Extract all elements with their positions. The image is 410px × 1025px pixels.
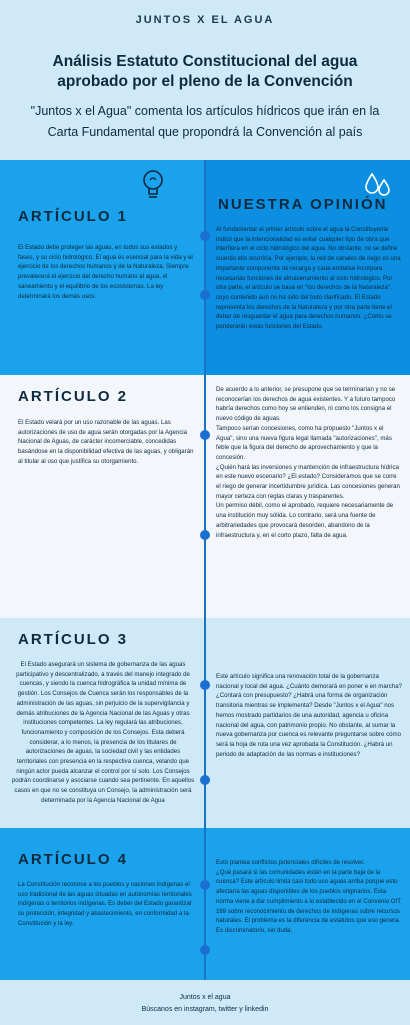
article-3-opinion: Este artículo significa una renovación total de la gobernanza nacional y local del agua. ¿Cuánto demorará en poner e en marcha? ¿Contará con presupuesto? ¿Habrá una forma de organización transitoria mientras se implementa? Desde "Juntos x el Agua" nos hemos mostrado partidarios de una autoridad, agencia u oficina nacional del agua, con patrimonio propio. No obstante, al sumar la nueva gobernanza por cuenca es relevante preguntarse sobre cómo será la hoja de ruta una vez aprobada la Constitución. ¿Habrá un periodo de adaptación de las normas e instituciones? [216,673,402,758]
article-2-text: El Estado velará por un uso razonable de las aguas. Las autorizaciones de uso de agua serán otorgadas por la Agencia Nacional de Aguas, de carácter incomerciable, concedidas basándose en la disponibilidad efectiva de las aguas, y obligarán al titular al uso que justifica su otorgamiento. [18,419,194,465]
lightbulb-icon [140,168,166,202]
page-subtitle: "Juntos x el Agua" comenta los artículos hídricos que irán en la Carta Fundamental que propondrá la Convención al país [30,104,380,139]
timeline-dot [200,430,210,440]
article-4-text: La Constitución reconoce a los pueblos y naciones indígenas el uso tradicional de las aguas situadas en autonomías territoriales indígenas o territorios indígenas. Es deber del Estado garantizar su protección, integridad y abastecimiento, en conformidad a la Constitución y la ley. [18,881,192,927]
article-3-heading: ARTÍCULO 3 [18,631,128,648]
timeline-dot [200,680,210,690]
timeline-line [204,160,206,980]
opinion-heading: NUESTRA OPINIÓN [218,196,388,213]
article-4-heading: ARTÍCULO 4 [18,851,128,868]
timeline-dot [200,945,210,955]
article-2-opinion: De acuerdo a lo anterior, se presupone que se terminarían y no se reconocerían los derechos de agua existentes. Y a futuro tampoco habría derechos como hoy se entienden, ni como los consigna el nuevo código de aguas. Tampoco serían concesiones, como ha propuesto "Juntos x el Agua", sino una nueva figura legal llamada "autorizaciones", más feble que la figura del derecho de aprovechamiento y que la concesión. ¿Quién hará las inversiones y mantención de infraestructura hídrica en este nuevo escenario? ¿El estado? Consideramos que se corre el riego de generar incertidumbre jurídica. Las concesiones generan mayor certeza con reglas claras y trasparentes. Un permiso débil, como el aprobado, requiere necesariamente de una institución muy sólida. Lo contrario, será una fuente de arbitrariedades que provocará desorden, abandono de la infraestructura y, en el corto plazo, falta de agua. [216,386,400,539]
timeline-dot [200,530,210,540]
article-1-heading: ARTÍCULO 1 [18,208,128,225]
footer-line-2: Bùscanos en instagram, twitter y linkedin [141,1006,269,1013]
brand-name: JUNTOS X EL AGUA [135,14,275,26]
timeline-dot [200,231,210,241]
article-1-text: El Estado debe proteger las aguas, en todos sus estados y fases, y su ciclo hidrológico. El agua es esencial para la vida y el ejercicio de los derechos humanos y de la Naturaleza. Siempre prevalecerá el ejercicio del derecho humano al agua, el saneamiento y el equilibrio de los ecosistemas. La ley determinará los demás usos. [18,244,193,300]
article-3-text: El Estado asegurará un sistema de gobernanza de las aguas participativo y descentralizado, a través del manejo integrado de cuencas, y siendo la cuenca hidrográfica la unidad mínima de gestión. Los Consejos de Cuenca serán los responsables de la administración de las aguas, sin perjuicio de la supervigilancia y demás atribuciones de la Agencia Nacional de las Aguas y otras instituciones competentes. La ley regulará las atribuciones, funcionamiento y composición de los Consejos. Esta deberá considerar, a lo menos, la presencia de los titulares de autorizaciones de aguas, la sociedad civil y las entidades territoriales con presencia en la respectiva cuenca, velando que ningún actor pueda alcanzar el control por sí solo. Los Consejos podrán coordinarse y asociarse cuando sea pertinente. En aquellos casos en que no se constituya un Consejo, la administración será determinada por la Agencia Nacional de Agua [11,661,195,804]
timeline-dot [200,290,210,300]
page-title: Análisis Estatuto Constitucional del agua aprobado por el pleno de la Convención [52,53,358,90]
timeline-dot [200,775,210,785]
article-4-opinion: Esto plantea conflictos potenciales difíciles de resolver. ¿Qué pasará si las comunidades están en la parte baja de la cuenca? Este artículo limita casi todo uso aguas arriba porque esto afectaría las aguas disponibles de los pueblos originarios. Esta norma viene a dar cumplimiento a lo establecido en el Convenio OIT 169 sobre reconocimiento de derechos de indígenas sobre recursos naturales. El problema es la diferencia de estatutos que eso genera. Es discriminatorio, sin duda. [216,859,401,934]
article-1-opinion: Al fundamentar el primer artículo sobre el agua la Constituyente indicó que la intencionalidad es evitar cualquier tipo de obra que interfiera en el ciclo hidrológico del agua. No obstante, no se define cuando ello ocurriría. Por ejemplo, la red de canales de riego es una importante componente de recarga y cada embalse incorpora necesarias funciones de almacenamiento al ciclo hidrológico. Por otra parte, el artículo se basa en "los derechos de la Naturaleza", cuyo contenido aun no ha sido del todo clarificado. El Estado representa los derechos de la Naturaleza y por otra parte tiene el deber de resguardar el agua para derechos humanos. ¿Cómo se ponderarán estas funciones del Estado. [216,226,401,331]
article-2-heading: ARTÍCULO 2 [18,388,128,405]
footer-line-1: Juntos x el agua [179,994,231,1001]
timeline-dot [200,880,210,890]
